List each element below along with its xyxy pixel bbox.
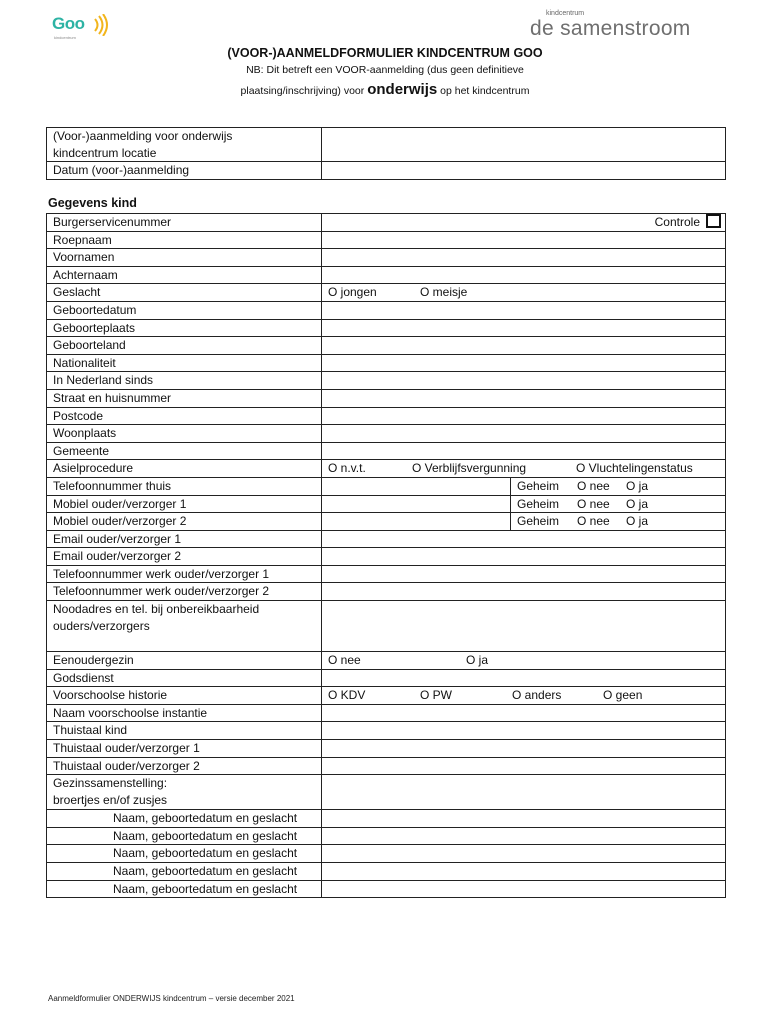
table-row xyxy=(47,669,726,687)
child-data-table xyxy=(46,213,726,898)
option-nee[interactable]: O nee xyxy=(577,496,610,511)
table-row xyxy=(47,407,726,425)
straat-label: Straat en huisnummer xyxy=(47,389,322,407)
sibling-field[interactable] xyxy=(322,880,726,898)
eenouder-label: Eenoudergezin xyxy=(47,652,322,670)
noodadres-field[interactable] xyxy=(322,601,726,652)
gezin-label xyxy=(47,775,322,810)
goo-logo-subtext: kindcentrum xyxy=(54,35,76,40)
table-row xyxy=(47,231,726,249)
achternaam-field[interactable] xyxy=(322,266,726,284)
table-row xyxy=(47,687,726,705)
controle-checkbox[interactable] xyxy=(706,214,721,228)
option-ja[interactable]: O ja xyxy=(626,478,649,493)
geboortedatum-label: Geboortedatum xyxy=(47,301,322,319)
option-nee[interactable]: O nee xyxy=(328,653,361,668)
location-table xyxy=(46,127,726,180)
table-row xyxy=(47,425,726,443)
option-verblijfsvergunning[interactable]: O Verblijfsvergunning xyxy=(412,461,527,476)
geslacht-label: Geslacht xyxy=(47,284,322,302)
gemeente-field[interactable] xyxy=(322,442,726,460)
footer-text: Aanmeldformulier ONDERWIJS kindcentrum – versie december 2021 xyxy=(48,994,295,1003)
samenstroom-logo xyxy=(530,10,720,46)
table-row xyxy=(47,548,726,566)
woonplaats-label: Woonplaats xyxy=(47,425,322,443)
godsdienst-field[interactable] xyxy=(322,669,726,687)
thuistaal1-field[interactable] xyxy=(322,740,726,758)
eenouder-options xyxy=(322,652,726,670)
geboorteplaats-label: Geboorteplaats xyxy=(47,319,322,337)
woonplaats-field[interactable] xyxy=(322,425,726,443)
table-row xyxy=(47,863,726,881)
option-ja[interactable]: O ja xyxy=(626,496,649,511)
table-row xyxy=(47,880,726,898)
roepnaam-field[interactable] xyxy=(322,231,726,249)
option-anders[interactable]: O anders xyxy=(512,688,562,703)
mobiel2-label: Mobiel ouder/verzorger 2 xyxy=(47,513,322,531)
option-vluchtelingenstatus[interactable]: O Vluchtelingenstatus xyxy=(576,461,693,476)
form-note-line1: NB: Dit betreft een VOOR-aanmelding (dus geen definitieve xyxy=(246,64,524,76)
naam-voorschools-label: Naam voorschoolse instantie xyxy=(47,704,322,722)
table-row xyxy=(47,495,726,513)
note-emphasis: onderwijs xyxy=(367,81,438,98)
table-row xyxy=(47,372,726,390)
geboortedatum-field[interactable] xyxy=(322,301,726,319)
option-kdv[interactable]: O KDV xyxy=(328,688,366,703)
location-field[interactable] xyxy=(322,128,726,162)
tel-thuis-field[interactable] xyxy=(322,478,511,495)
gemeente-label: Gemeente xyxy=(47,442,322,460)
in-nl-sinds-label: In Nederland sinds xyxy=(47,372,322,390)
telwerk2-label: Telefoonnummer werk ouder/verzorger 2 xyxy=(47,583,322,601)
geheim-label: Geheim xyxy=(517,478,560,493)
table-row xyxy=(47,354,726,372)
sibling-label: Naam, geboortedatum en geslacht xyxy=(47,810,322,828)
sibling-field[interactable] xyxy=(322,810,726,828)
table-row xyxy=(47,214,726,232)
nationaliteit-label: Nationaliteit xyxy=(47,354,322,372)
geheim-label: Geheim xyxy=(517,514,560,529)
sound-waves-icon xyxy=(92,14,110,36)
option-jongen[interactable]: O jongen xyxy=(328,285,377,300)
godsdienst-label: Godsdienst xyxy=(47,669,322,687)
table-row xyxy=(47,601,726,652)
email2-label: Email ouder/verzorger 2 xyxy=(47,548,322,566)
table-row xyxy=(47,162,726,180)
table-row xyxy=(47,266,726,284)
form-title: (VOOR-)AANMELDFORMULIER KINDCENTRUM GOO xyxy=(227,46,543,60)
mobiel1-cell xyxy=(322,495,726,513)
table-row xyxy=(47,652,726,670)
location-label xyxy=(47,128,322,162)
table-row xyxy=(47,389,726,407)
table-row xyxy=(47,460,726,478)
telwerk2-field[interactable] xyxy=(322,583,726,601)
tel-thuis-label: Telefoonnummer thuis xyxy=(47,477,322,495)
thuistaal1-label: Thuistaal ouder/verzorger 1 xyxy=(47,740,322,758)
table-row xyxy=(47,810,726,828)
geheim-label: Geheim xyxy=(517,496,560,511)
table-row xyxy=(47,513,726,531)
table-row xyxy=(47,565,726,583)
option-nee[interactable]: O nee xyxy=(577,514,610,529)
table-row xyxy=(47,583,726,601)
geslacht-options xyxy=(322,284,726,302)
option-geen[interactable]: O geen xyxy=(603,688,643,703)
sibling-field[interactable] xyxy=(322,863,726,881)
nationaliteit-field[interactable] xyxy=(322,354,726,372)
achternaam-label: Achternaam xyxy=(47,266,322,284)
postcode-label: Postcode xyxy=(47,407,322,425)
mobiel1-label: Mobiel ouder/verzorger 1 xyxy=(47,495,322,513)
table-row xyxy=(47,530,726,548)
geboorteland-label: Geboorteland xyxy=(47,337,322,355)
sibling-label: Naam, geboortedatum en geslacht xyxy=(47,880,322,898)
goo-logo xyxy=(52,10,112,44)
location-label-line2: kindcentrum locatie xyxy=(53,145,157,160)
controle-label: Controle xyxy=(654,215,700,229)
table-row xyxy=(47,284,726,302)
option-meisje[interactable]: O meisje xyxy=(420,285,468,300)
section-heading: Gegevens kind xyxy=(48,196,137,210)
thuistaal-kind-label: Thuistaal kind xyxy=(47,722,322,740)
table-row xyxy=(47,827,726,845)
bsn-label: Burgerservicenummer xyxy=(47,214,322,232)
table-row xyxy=(47,128,726,162)
table-row xyxy=(47,722,726,740)
option-nvt[interactable]: O n.v.t. xyxy=(328,461,366,476)
gezin-field[interactable] xyxy=(322,775,726,810)
noodadres-label-line2: ouders/verzorgers xyxy=(53,618,150,633)
samenstroom-logo-small: kindcentrum xyxy=(546,10,585,17)
thuistaal2-field[interactable] xyxy=(322,757,726,775)
email2-field[interactable] xyxy=(322,548,726,566)
table-row xyxy=(47,319,726,337)
option-pw[interactable]: O PW xyxy=(420,688,452,703)
table-row xyxy=(47,442,726,460)
sibling-label: Naam, geboortedatum en geslacht xyxy=(47,827,322,845)
table-row xyxy=(47,757,726,775)
voornamen-field[interactable] xyxy=(322,249,726,267)
mobiel2-field[interactable] xyxy=(322,513,511,530)
location-label-line1: (Voor-)aanmelding voor onderwijs xyxy=(53,129,233,143)
sibling-label: Naam, geboortedatum en geslacht xyxy=(47,863,322,881)
table-row xyxy=(47,704,726,722)
sibling-field[interactable] xyxy=(322,845,726,863)
goo-logo-text: Goo xyxy=(52,14,85,33)
form-note-line2 xyxy=(0,81,770,98)
mobiel1-field[interactable] xyxy=(322,496,511,513)
voornamen-label: Voornamen xyxy=(47,249,322,267)
geboorteplaats-field[interactable] xyxy=(322,319,726,337)
straat-field[interactable] xyxy=(322,389,726,407)
thuistaal-kind-field[interactable] xyxy=(322,722,726,740)
option-nee[interactable]: O nee xyxy=(577,478,610,493)
email1-label: Email ouder/verzorger 1 xyxy=(47,530,322,548)
noodadres-label-line1: Noodadres en tel. bij onbereikbaarheid xyxy=(53,602,260,617)
table-row xyxy=(47,845,726,863)
bsn-field[interactable] xyxy=(322,214,726,232)
voorschools-options xyxy=(322,687,726,705)
asiel-label: Asielprocedure xyxy=(47,460,322,478)
table-row xyxy=(47,301,726,319)
date-field[interactable] xyxy=(322,162,726,180)
roepnaam-label: Roepnaam xyxy=(47,231,322,249)
table-row xyxy=(47,740,726,758)
asiel-options xyxy=(322,460,726,478)
gezin-label-line1: Gezinssamenstelling: xyxy=(53,776,168,791)
voorschools-label: Voorschoolse historie xyxy=(47,687,322,705)
mobiel2-cell xyxy=(322,513,726,531)
telwerk1-label: Telefoonnummer werk ouder/verzorger 1 xyxy=(47,565,322,583)
table-row xyxy=(47,775,726,810)
sibling-field[interactable] xyxy=(322,827,726,845)
naam-voorschools-field[interactable] xyxy=(322,704,726,722)
in-nl-sinds-field[interactable] xyxy=(322,372,726,390)
table-row xyxy=(47,337,726,355)
telwerk1-field[interactable] xyxy=(322,565,726,583)
note-part-a: plaatsing/inschrijving) voor xyxy=(240,85,368,97)
table-row xyxy=(47,249,726,267)
option-ja[interactable]: O ja xyxy=(466,653,489,668)
note-part-c: op het kindcentrum xyxy=(437,85,530,97)
postcode-field[interactable] xyxy=(322,407,726,425)
sibling-label: Naam, geboortedatum en geslacht xyxy=(47,845,322,863)
geboorteland-field[interactable] xyxy=(322,337,726,355)
table-row xyxy=(47,477,726,495)
gezin-label-line2: broertjes en/of zusjes xyxy=(53,792,168,807)
tel-thuis-cell xyxy=(322,477,726,495)
email1-field[interactable] xyxy=(322,530,726,548)
noodadres-label xyxy=(47,601,322,652)
option-ja[interactable]: O ja xyxy=(626,514,649,529)
thuistaal2-label: Thuistaal ouder/verzorger 2 xyxy=(47,757,322,775)
date-label: Datum (voor-)aanmelding xyxy=(47,162,322,180)
samenstroom-logo-name: de samenstroom xyxy=(530,17,691,40)
